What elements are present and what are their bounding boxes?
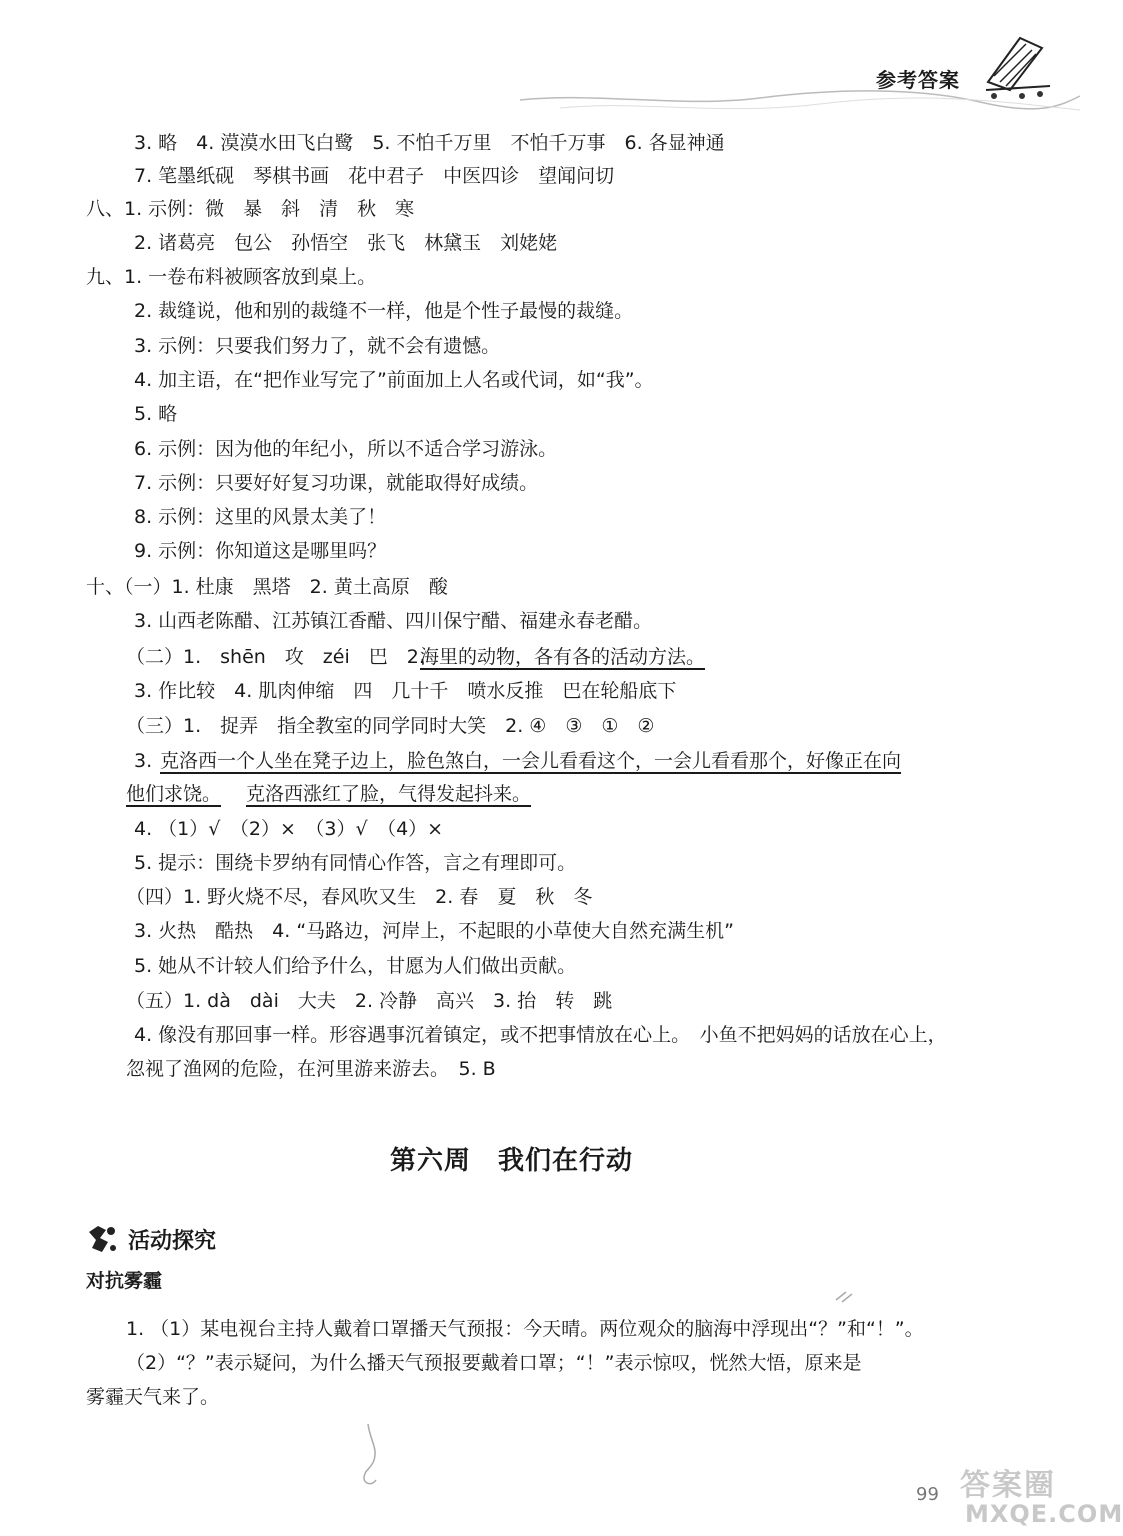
answer-line: 3. 示例：只要我们努力了，就不会有遗憾。 <box>134 335 501 357</box>
answer-line: 7. 笔墨纸砚 琴棋书画 花中君子 中医四诊 望闻问切 <box>134 165 615 187</box>
beach-chair-icon <box>980 30 1060 100</box>
underlined-answer: 克洛西一个人坐在凳子边上，脸色煞白，一会儿看看这个，一会儿看看那个，好像正在向 <box>160 750 902 772</box>
answer-line: （二）1. shēn 攻 zéi 巴 2. <box>126 646 425 668</box>
answer-line: 3. <box>134 750 153 772</box>
week-title: 第六周 我们在行动 <box>390 1146 634 1176</box>
subsection-title: 对抗雾霾 <box>86 1270 163 1292</box>
answer-line: 忽视了渔网的危险，在河里游来游去。 5. B <box>126 1058 496 1080</box>
underlined-answer: 克洛西涨红了脸，气得发起抖来。 <box>246 783 532 805</box>
answer-line: （三）1. 捉弄 指全教室的同学同时大笑 2. ④ ③ ① ② <box>126 715 655 737</box>
watermark-url: MXQE.COM <box>965 1500 1123 1528</box>
answer-line: 3. 作比较 4. 肌肉伸缩 四 几十千 喷水反推 巴在轮船底下 <box>134 680 677 702</box>
answer-line: 8. 示例：这里的风景太美了！ <box>134 506 387 528</box>
sparkle-decoration <box>832 1286 872 1306</box>
answer-line: 7. 示例：只要好好复习功课，就能取得好成绩。 <box>134 472 539 494</box>
underlined-answer: 他们求饶。 <box>126 783 222 805</box>
answer-line: 5. 她从不计较人们给予什么，甘愿为人们做出贡献。 <box>134 955 577 977</box>
answer-line: 6. 示例：因为他的年纪小，所以不适合学习游泳。 <box>134 438 558 460</box>
answer-line: 3. 火热 酷热 4. “马路边，河岸上，不起眼的小草使大自然充满生机” <box>134 920 735 942</box>
section-title: 活动探究 <box>128 1229 217 1254</box>
answer-line: 5. 提示：围绕卡罗纳有同情心作答，言之有理即可。 <box>134 852 577 874</box>
answer-line: 2. 裁缝说，他和别的裁缝不一样，他是个性子最慢的裁缝。 <box>134 300 634 322</box>
answer-line: 5. 略 <box>134 403 178 425</box>
answer-line: 2. 诸葛亮 包公 孙悟空 张飞 林黛玉 刘姥姥 <box>134 232 558 254</box>
answer-line: 9. 示例：你知道这是哪里吗？ <box>134 540 387 562</box>
header-title: 参考答案 <box>876 68 960 92</box>
paragraph-line: （2）“？”表示疑问，为什么播天气预报要戴着口罩；“！”表示惊叹，恍然大悟，原来是 <box>126 1352 862 1374</box>
underlined-answer: 海里的动物，各有各的活动方法。 <box>420 646 706 668</box>
answer-line: 4. 加主语，在“把作业写完了”前面加上人名或代词，如“我”。 <box>134 369 654 391</box>
answer-line: 3. 山西老陈醋、江苏镇江香醋、四川保宁醋、福建永春老醋。 <box>134 610 653 632</box>
page-number: 99 <box>916 1484 939 1505</box>
answer-line: （五）1. dà dài 大夫 2. 冷静 高兴 3. 抬 转 跳 <box>126 990 613 1012</box>
answer-line: 3. 略 4. 漠漠水田飞白鹭 5. 不怕千万里 不怕千万事 6. 各显神通 <box>134 132 725 154</box>
paragraph-line: 1. （1）某电视台主持人戴着口罩播天气预报：今天晴。两位观众的脑海中浮现出“？”和“！”。 <box>126 1318 924 1340</box>
music-note-icon <box>356 1420 386 1490</box>
answer-line: 4. 像没有那回事一样。形容遇事沉着镇定，或不把事情放在心上。 小鱼不把妈妈的话放在心上， <box>134 1024 947 1046</box>
answer-line: 九、1. 一卷布料被顾客放到桌上。 <box>86 266 377 288</box>
answer-line: 十、（一）1. 杜康 黑塔 2. 黄土高原 酸 <box>86 576 448 598</box>
puzzle-icon <box>86 1222 120 1256</box>
answer-line: 八、1. 示例：微 暴 斜 清 秋 寒 <box>86 198 415 220</box>
paragraph-line: 雾霾天气来了。 <box>86 1386 220 1408</box>
watermark-logo: 答案圈 <box>960 1468 1056 1503</box>
answer-line: 4. （1）√ （2）× （3）√ （4）× <box>134 818 444 840</box>
answer-line: （四）1. 野火烧不尽，春风吹又生 2. 春 夏 秋 冬 <box>126 886 593 908</box>
